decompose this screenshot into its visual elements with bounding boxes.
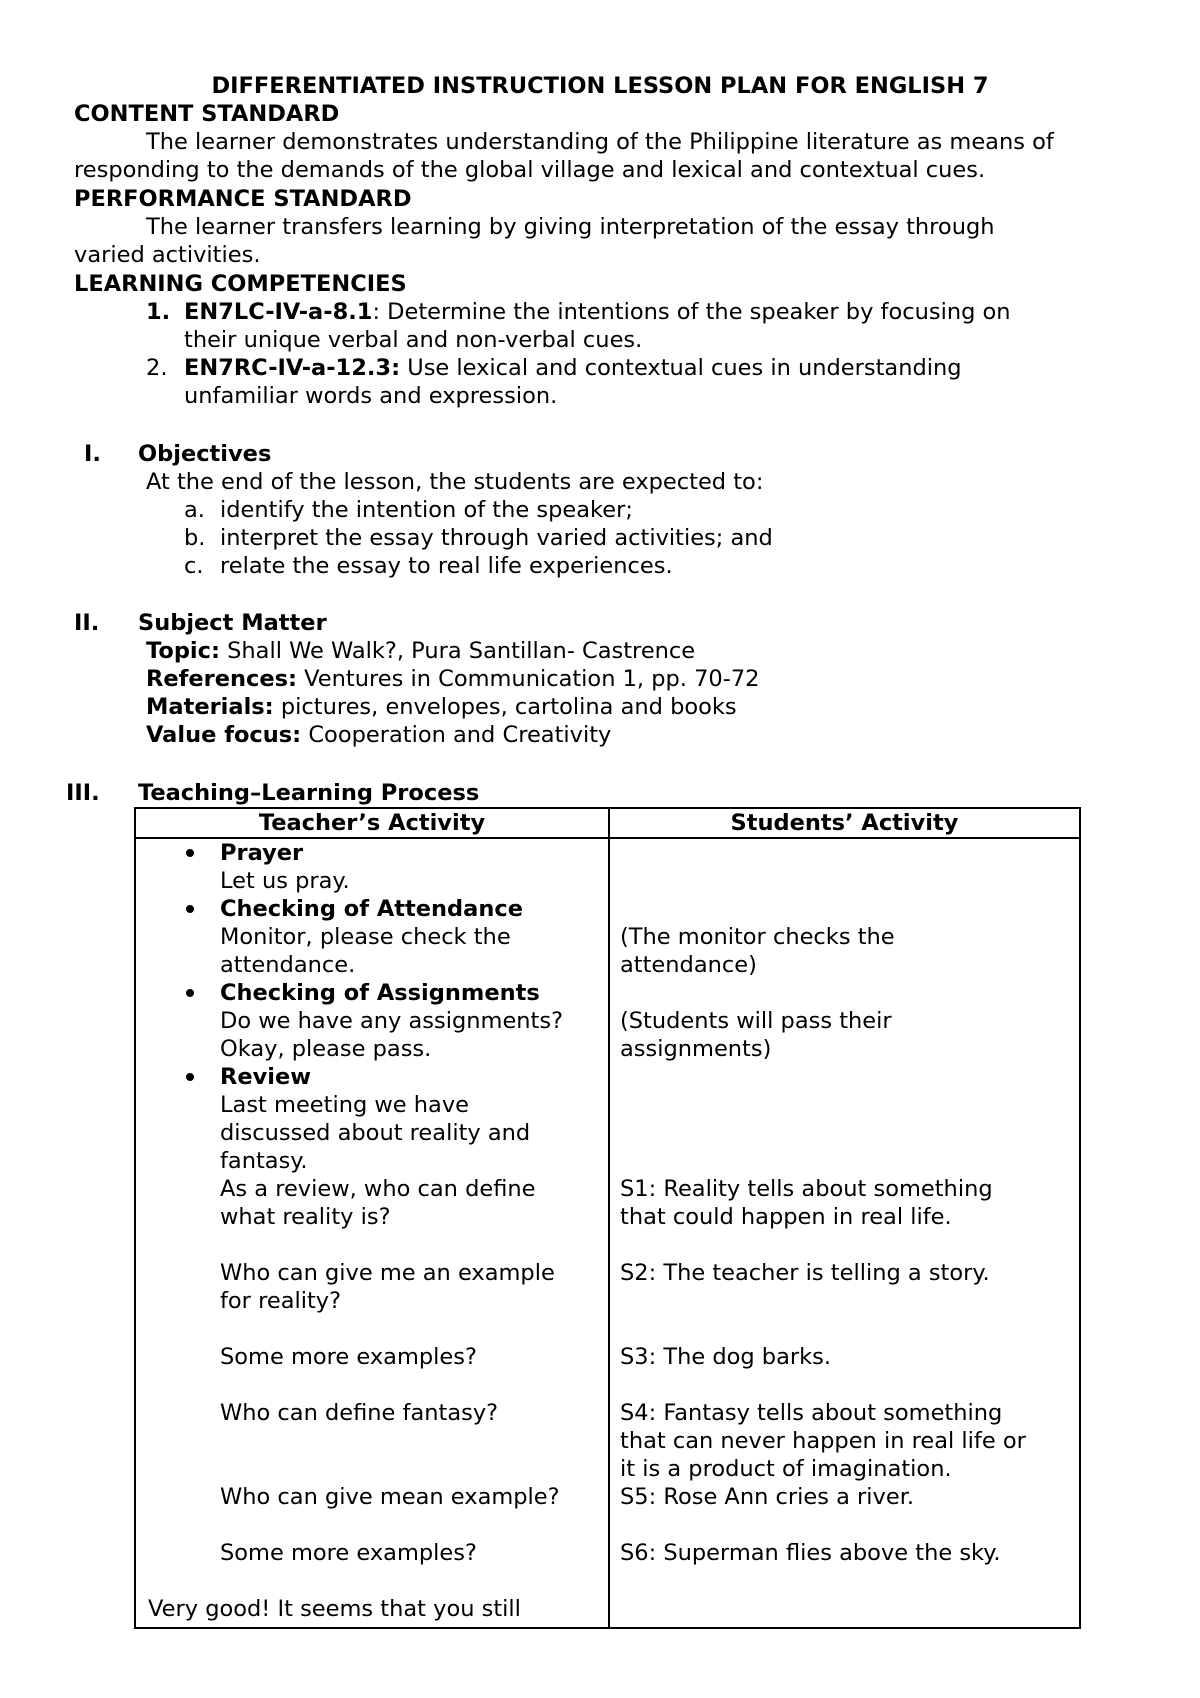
teacher-line: attendance. — [220, 952, 356, 978]
subject-value: Shall We Walk?, Pura Santillan- Castrence — [219, 638, 696, 664]
teacher-line: Last meeting we have — [220, 1092, 469, 1118]
teacher-question: what reality is? — [220, 1204, 391, 1230]
attendance-label: Checking of Attendance — [220, 896, 523, 922]
bullet-icon — [186, 989, 194, 997]
subject-label: Materials: — [146, 694, 274, 720]
teacher-closing: Very good! It seems that you still — [148, 1596, 521, 1622]
teacher-question: Some more examples? — [220, 1344, 477, 1370]
content-standard-text: The learner demonstrates understanding of the Philippine literature as means of — [146, 129, 1054, 155]
objectives-intro: At the end of the lesson, the students are expected to: — [146, 469, 764, 495]
subject-value: Ventures in Communication 1, pp. 70-72 — [297, 666, 760, 692]
subject-label: Topic: — [146, 638, 220, 664]
bullet-icon — [186, 1073, 194, 1081]
learning-competencies-heading: LEARNING COMPETENCIES — [74, 271, 407, 297]
objectives-heading: Objectives — [138, 441, 272, 467]
content-standard-text: responding to the demands of the global village and lexical and contextual cues. — [74, 157, 986, 183]
student-line: (The monitor checks the — [620, 924, 895, 950]
document-title: DIFFERENTIATED INSTRUCTION LESSON PLAN FOR ENGLISH 7 — [211, 73, 989, 99]
student-answer: S2: The teacher is telling a story. — [620, 1260, 990, 1286]
competency-number: 1. — [146, 299, 171, 325]
teacher-line: Okay, please pass. — [220, 1036, 432, 1062]
competency-text: their unique verbal and non-verbal cues. — [184, 327, 643, 353]
objective-item: interpret the essay through varied activities; and — [220, 525, 773, 551]
subject-label: References: — [146, 666, 297, 692]
competency-text: EN7RC-IV-a-12.3: Use lexical and contextual cues in understanding — [184, 355, 962, 381]
competency-code: EN7LC-IV-a-8.1 — [184, 299, 373, 325]
teacher-question: Who can give mean example? — [220, 1484, 560, 1510]
subject-matter-row — [146, 637, 695, 665]
section-number: I. — [84, 441, 101, 467]
bullet-icon — [186, 849, 194, 857]
performance-standard-text: The learner transfers learning by giving interpretation of the essay through — [146, 214, 995, 240]
bullet-icon — [186, 905, 194, 913]
student-line: attendance) — [620, 952, 757, 978]
competency-text: unfamiliar words and expression. — [184, 383, 558, 409]
subject-matter-row — [146, 665, 759, 693]
teacher-question: for reality? — [220, 1288, 342, 1314]
objective-letter: c. — [184, 553, 204, 579]
student-answer: it is a product of imagination. — [620, 1456, 952, 1482]
objective-item: identify the intention of the speaker; — [220, 497, 633, 523]
objective-item: relate the essay to real life experiences. — [220, 553, 673, 579]
competency-text: EN7LC-IV-a-8.1: Determine the intentions of the speaker by focusing on — [184, 299, 1011, 325]
review-label: Review — [220, 1064, 312, 1090]
subject-value: pictures, envelopes, cartolina and books — [273, 694, 737, 720]
performance-standard-text: varied activities. — [74, 242, 261, 268]
teacher-line: discussed about reality and — [220, 1120, 531, 1146]
student-answer: that can never happen in real life or — [620, 1428, 1026, 1454]
competency-code: EN7RC-IV-a-12.3: — [184, 355, 401, 381]
teacher-activity-header: Teacher’s Activity — [135, 808, 609, 838]
prayer-label: Prayer — [220, 840, 304, 866]
assignments-label: Checking of Assignments — [220, 980, 540, 1006]
activity-table — [134, 807, 1081, 1629]
teacher-line: Let us pray. — [220, 868, 350, 894]
competency-number: 2. — [146, 355, 168, 381]
teacher-line: fantasy. — [220, 1148, 308, 1174]
student-line: (Students will pass their — [620, 1008, 892, 1034]
students-activity-header: Students’ Activity — [609, 808, 1080, 838]
section-number: II. — [74, 610, 100, 636]
student-answer: S4: Fantasy tells about something — [620, 1400, 1003, 1426]
teacher-line: Do we have any assignments? — [220, 1008, 564, 1034]
student-answer: S6: Superman flies above the sky. — [620, 1540, 1001, 1566]
subject-label: Value focus: — [146, 722, 302, 748]
teacher-question: Who can define fantasy? — [220, 1400, 499, 1426]
performance-standard-heading: PERFORMANCE STANDARD — [74, 186, 412, 212]
section-number: III. — [66, 780, 100, 806]
student-answer: S1: Reality tells about something — [620, 1176, 993, 1202]
student-answer: S3: The dog barks. — [620, 1344, 832, 1370]
objective-letter: a. — [184, 497, 205, 523]
content-standard-heading: CONTENT STANDARD — [74, 101, 340, 127]
subject-matter-heading: Subject Matter — [138, 610, 327, 636]
process-heading: Teaching–Learning Process — [138, 780, 480, 806]
student-line: assignments) — [620, 1036, 772, 1062]
objective-letter: b. — [184, 525, 206, 551]
teacher-activity-cell — [135, 838, 609, 1628]
subject-matter-row — [146, 693, 737, 721]
students-activity-cell — [609, 838, 1080, 1628]
subject-matter-row — [146, 721, 611, 749]
student-answer: S5: Rose Ann cries a river. — [620, 1484, 915, 1510]
teacher-question: Some more examples? — [220, 1540, 477, 1566]
student-answer: that could happen in real life. — [620, 1204, 952, 1230]
teacher-question: Who can give me an example — [220, 1260, 555, 1286]
subject-value: Cooperation and Creativity — [301, 722, 612, 748]
teacher-line: Monitor, please check the — [220, 924, 511, 950]
teacher-question: As a review, who can define — [220, 1176, 536, 1202]
